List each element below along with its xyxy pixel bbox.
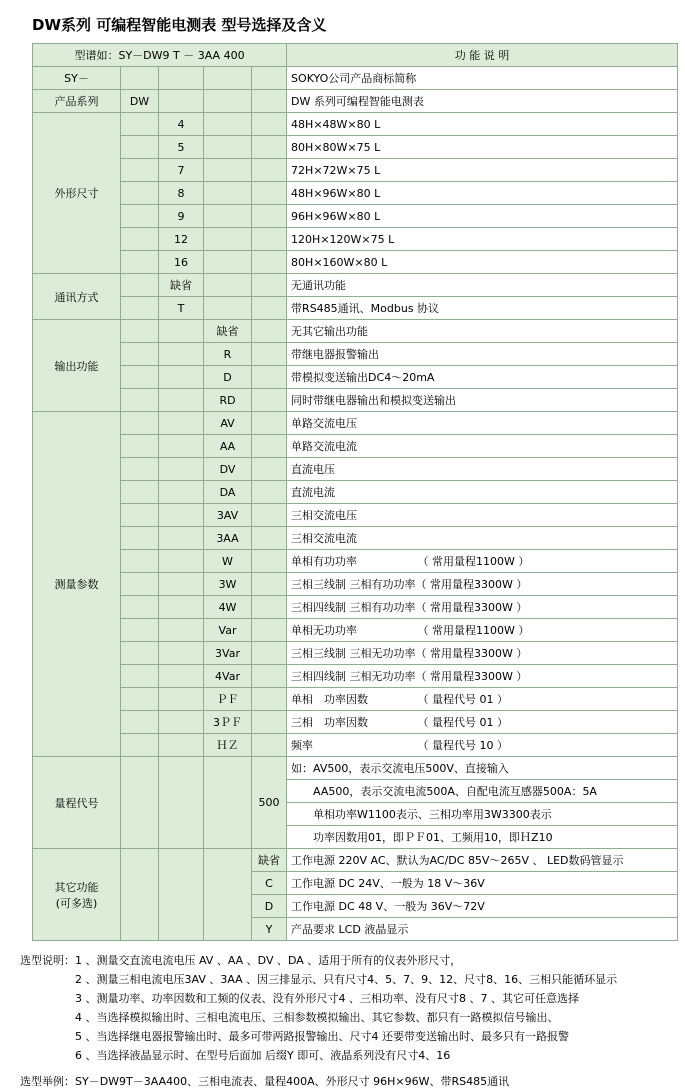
table-row [33,366,678,389]
table-row [33,90,678,113]
table-row [33,734,678,757]
code-col-4 [252,711,287,734]
code-col-2 [159,320,204,343]
table-row [33,182,678,205]
range-description-line: 功率因数用01，即ＰＦ01、工频用10，即ＨZ10 [287,826,678,849]
code-col-1 [121,67,159,90]
code-col-2 [159,435,204,458]
code-col-4 [252,389,287,412]
other-group-label-line2: (可多选) [55,896,98,910]
code-col-4 [252,159,287,182]
code-col-3 [204,136,252,159]
code-col-4 [252,665,287,688]
note-item: 1 、测量交直流电流电压 AV 、AA 、DV 、DA 、适用于所有的仪表外形尺寸， [75,954,462,967]
code-col-4 [252,573,287,596]
other-group-label-line1: 其它功能 [54,880,99,894]
note-item: 3 、测量功率、功率因数和工频的仪表、没有外形尺寸4 、三相功率、没有尺寸8 、7 、其它可任意选择 [75,992,579,1005]
code-col-1 [121,573,159,596]
row-description: 48H×96W×80 L [287,182,678,205]
code-col-2: T [159,297,204,320]
row-description: 单相无功功率 （ 常用量程1100W ） [287,619,678,642]
code-col-2 [159,550,204,573]
row-group-label: 通讯方式 [33,274,121,320]
code-col-1 [121,504,159,527]
code-col-1 [121,550,159,573]
table-row [33,251,678,274]
code-col-2 [159,458,204,481]
code-col-3 [204,90,252,113]
row-description: 带继电器报警输出 [287,343,678,366]
row-description: 单路交流电流 [287,435,678,458]
code-col-2 [159,596,204,619]
code-col-2: 5 [159,136,204,159]
code-col-1 [121,458,159,481]
code-col-3: R [204,343,252,366]
code-col-3: ＨＺ [204,734,252,757]
range-blank-3 [204,757,252,849]
table-row [33,274,678,297]
table-row [33,619,678,642]
selection-notes [20,951,675,1065]
row-description: 72H×72W×75 L [287,159,678,182]
code-col-4 [252,67,287,90]
code-col-2 [159,619,204,642]
row-group-label: SY－ [33,67,121,90]
code-col-3: ＰＦ [204,688,252,711]
other-group-label [33,849,121,941]
code-col-2 [159,343,204,366]
code-col-2: 8 [159,182,204,205]
table-row [33,297,678,320]
code-col-4 [252,619,287,642]
code-col-3: DV [204,458,252,481]
header-model-spec: 型谱如：SY－DW9 T － 3AA 400 [33,44,287,67]
range-blank-2 [159,757,204,849]
code-col-4 [252,90,287,113]
code-col-3: DA [204,481,252,504]
row-description: 96H×96W×80 L [287,205,678,228]
row-group-label: 产品系列 [33,90,121,113]
code-col-3 [204,297,252,320]
code-col-3 [204,159,252,182]
notes-label: 选型说明： [20,954,75,967]
code-col-1 [121,412,159,435]
other-blank-2 [159,849,204,941]
code-col-3 [204,205,252,228]
row-description: 120H×120W×75 L [287,228,678,251]
table-row [33,113,678,136]
row-description: 三相交流电流 [287,527,678,550]
table-row [33,412,678,435]
range-code: 500 [252,757,287,849]
example-text: SY－DW9T－3AA400、三相电流表、量程400A、外形尺寸 96H×96W、带RS485通讯 [75,1075,510,1088]
note-item: 2 、测量三相电流电压3AV 、3AA 、因三排显示、只有尺寸4、5、7、9、12、尺寸8、16、三相只能循环显示 [75,973,618,986]
row-description: 三相三线制 三相无功功率（ 常用量程3300W ） [287,642,678,665]
code-col-1 [121,389,159,412]
code-col-1 [121,366,159,389]
code-col-1 [121,113,159,136]
row-description: 单相 功率因数 （ 量程代号 01 ） [287,688,678,711]
code-col-1 [121,619,159,642]
code-col-2: 缺省 [159,274,204,297]
code-col-4 [252,320,287,343]
row-group-label: 测量参数 [33,412,121,757]
code-col-4 [252,688,287,711]
table-row [33,550,678,573]
code-col-3: 3Var [204,642,252,665]
code-col-4 [252,642,287,665]
code-col-2 [159,665,204,688]
code-col-4 [252,343,287,366]
code-col-1 [121,711,159,734]
code-col-3: 3W [204,573,252,596]
table-row [33,481,678,504]
table-row [33,205,678,228]
row-description: 同时带继电器输出和模拟变送输出 [287,389,678,412]
table-row [33,228,678,251]
note-item: 5 、当选择继电器报警输出时、最多可带两路报警输出、尺寸4 还要带变送输出时、最多只有一路报警 [75,1030,569,1043]
table-row [33,665,678,688]
other-description: 工作电源 DC 48 V、一般为 36V～72V [287,895,678,918]
other-function-row [33,849,678,872]
code-col-3 [204,113,252,136]
example-label: 选型举例： [20,1075,75,1088]
other-blank-1 [121,849,159,941]
selection-example [20,1073,675,1089]
other-description: 工作电源 DC 24V、一般为 18 V～36V [287,872,678,895]
code-col-4 [252,527,287,550]
code-col-2: 9 [159,205,204,228]
row-group-label: 外形尺寸 [33,113,121,274]
code-col-3: W [204,550,252,573]
code-col-1 [121,228,159,251]
code-col-4 [252,550,287,573]
code-col-2 [159,573,204,596]
table-row [33,389,678,412]
code-col-4 [252,274,287,297]
table-row [33,159,678,182]
table-row [33,435,678,458]
code-col-1 [121,688,159,711]
code-col-4 [252,136,287,159]
table-row [33,504,678,527]
code-col-3: D [204,366,252,389]
code-col-2: 16 [159,251,204,274]
code-col-4 [252,734,287,757]
row-description: 带RS485通讯、Modbus 协议 [287,297,678,320]
row-description: 80H×160W×80 L [287,251,678,274]
code-col-4 [252,228,287,251]
range-blank-1 [121,757,159,849]
code-col-4 [252,596,287,619]
code-col-4 [252,481,287,504]
code-col-2 [159,734,204,757]
code-col-4 [252,113,287,136]
code-col-2: 7 [159,159,204,182]
model-selection-table [32,43,678,941]
code-col-1 [121,136,159,159]
table-row [33,596,678,619]
code-col-4 [252,182,287,205]
other-description: 产品要求 LCD 液晶显示 [287,918,678,941]
code-col-1 [121,159,159,182]
code-col-4 [252,504,287,527]
code-col-2 [159,90,204,113]
code-col-3 [204,67,252,90]
code-col-4 [252,412,287,435]
row-description: 带模拟变送输出DC4～20mA [287,366,678,389]
note-item: 4 、当选择模拟输出时、三相电流电压、三相参数模拟输出、其它参数、都只有一路模拟信号输出、 [75,1011,559,1024]
note-item: 6 、当选择液晶显示时、在型号后面加 后缀Y 即可、液晶系列没有尺寸4、16 [75,1049,451,1062]
code-col-1 [121,320,159,343]
code-col-2 [159,642,204,665]
table-row [33,642,678,665]
code-col-1 [121,205,159,228]
other-description: 工作电源 220V AC、默认为AC/DC 85V～265V 、 LED数码管显示 [287,849,678,872]
range-description-line: AA500，表示交流电流500A、自配电流互感器500A：5A [287,780,678,803]
row-description: 直流电压 [287,458,678,481]
code-col-1 [121,481,159,504]
table-row [33,67,678,90]
code-col-4 [252,297,287,320]
row-description: 无通讯功能 [287,274,678,297]
table-row [33,343,678,366]
code-col-1: DW [121,90,159,113]
table-row [33,136,678,159]
code-col-3: AV [204,412,252,435]
code-col-1 [121,297,159,320]
code-col-2 [159,481,204,504]
range-group-label: 量程代号 [33,757,121,849]
table-row [33,688,678,711]
code-col-3: AA [204,435,252,458]
row-description: 无其它输出功能 [287,320,678,343]
row-description: 三相 功率因数 （ 量程代号 01 ） [287,711,678,734]
code-col-2: 4 [159,113,204,136]
row-description: 单路交流电压 [287,412,678,435]
code-col-3: Var [204,619,252,642]
code-col-2 [159,504,204,527]
table-row [33,320,678,343]
table-row [33,458,678,481]
code-col-1 [121,527,159,550]
code-col-4 [252,251,287,274]
code-col-4 [252,435,287,458]
row-description: 48H×48W×80 L [287,113,678,136]
code-col-4 [252,458,287,481]
table-row [33,711,678,734]
code-col-3: 4W [204,596,252,619]
row-description: 三相三线制 三相有功功率（ 常用量程3300W ） [287,573,678,596]
code-col-2 [159,711,204,734]
other-code: D [252,895,287,918]
row-description: 三相四线制 三相有功功率（ 常用量程3300W ） [287,596,678,619]
code-col-4 [252,205,287,228]
row-group-label: 输出功能 [33,320,121,412]
code-col-2 [159,412,204,435]
code-col-1 [121,274,159,297]
range-description-line: 单相功率W1100表示、三相功率用3W3300表示 [287,803,678,826]
code-col-3: 4Var [204,665,252,688]
code-col-1 [121,642,159,665]
table-row [33,573,678,596]
other-code: C [252,872,287,895]
code-col-3: 缺省 [204,320,252,343]
row-description: 直流电流 [287,481,678,504]
page-title: DW系列 可编程智能电测表 型号选择及含义 [32,16,327,34]
row-description: 单相有功功率 （ 常用量程1100W ） [287,550,678,573]
row-description: 80H×80W×75 L [287,136,678,159]
header-function-desc: 功 能 说 明 [287,44,678,67]
code-col-1 [121,734,159,757]
code-col-3 [204,182,252,205]
range-row [33,757,678,780]
other-code: Y [252,918,287,941]
code-col-3: 3ＰＦ [204,711,252,734]
code-col-3 [204,274,252,297]
table-header-row [33,44,678,67]
code-col-2: 12 [159,228,204,251]
code-col-3: RD [204,389,252,412]
other-code: 缺省 [252,849,287,872]
code-col-3: 3AA [204,527,252,550]
code-col-3: 3AV [204,504,252,527]
code-col-2 [159,527,204,550]
code-col-3 [204,251,252,274]
code-col-1 [121,182,159,205]
code-col-1 [121,343,159,366]
row-description: 频率 （ 量程代号 10 ） [287,734,678,757]
code-col-1 [121,665,159,688]
code-col-1 [121,435,159,458]
code-col-3 [204,228,252,251]
code-col-1 [121,251,159,274]
code-col-2 [159,67,204,90]
code-col-1 [121,596,159,619]
other-blank-3 [204,849,252,941]
code-col-2 [159,366,204,389]
row-description: SOKYO公司产品商标简称 [287,67,678,90]
code-col-4 [252,366,287,389]
code-col-2 [159,688,204,711]
range-description-line: 如：AV500，表示交流电压500V、直接输入 [287,757,678,780]
table-row [33,527,678,550]
row-description: DW 系列可编程智能电测表 [287,90,678,113]
code-col-2 [159,389,204,412]
row-description: 三相四线制 三相无功功率（ 常用量程3300W ） [287,665,678,688]
row-description: 三相交流电压 [287,504,678,527]
